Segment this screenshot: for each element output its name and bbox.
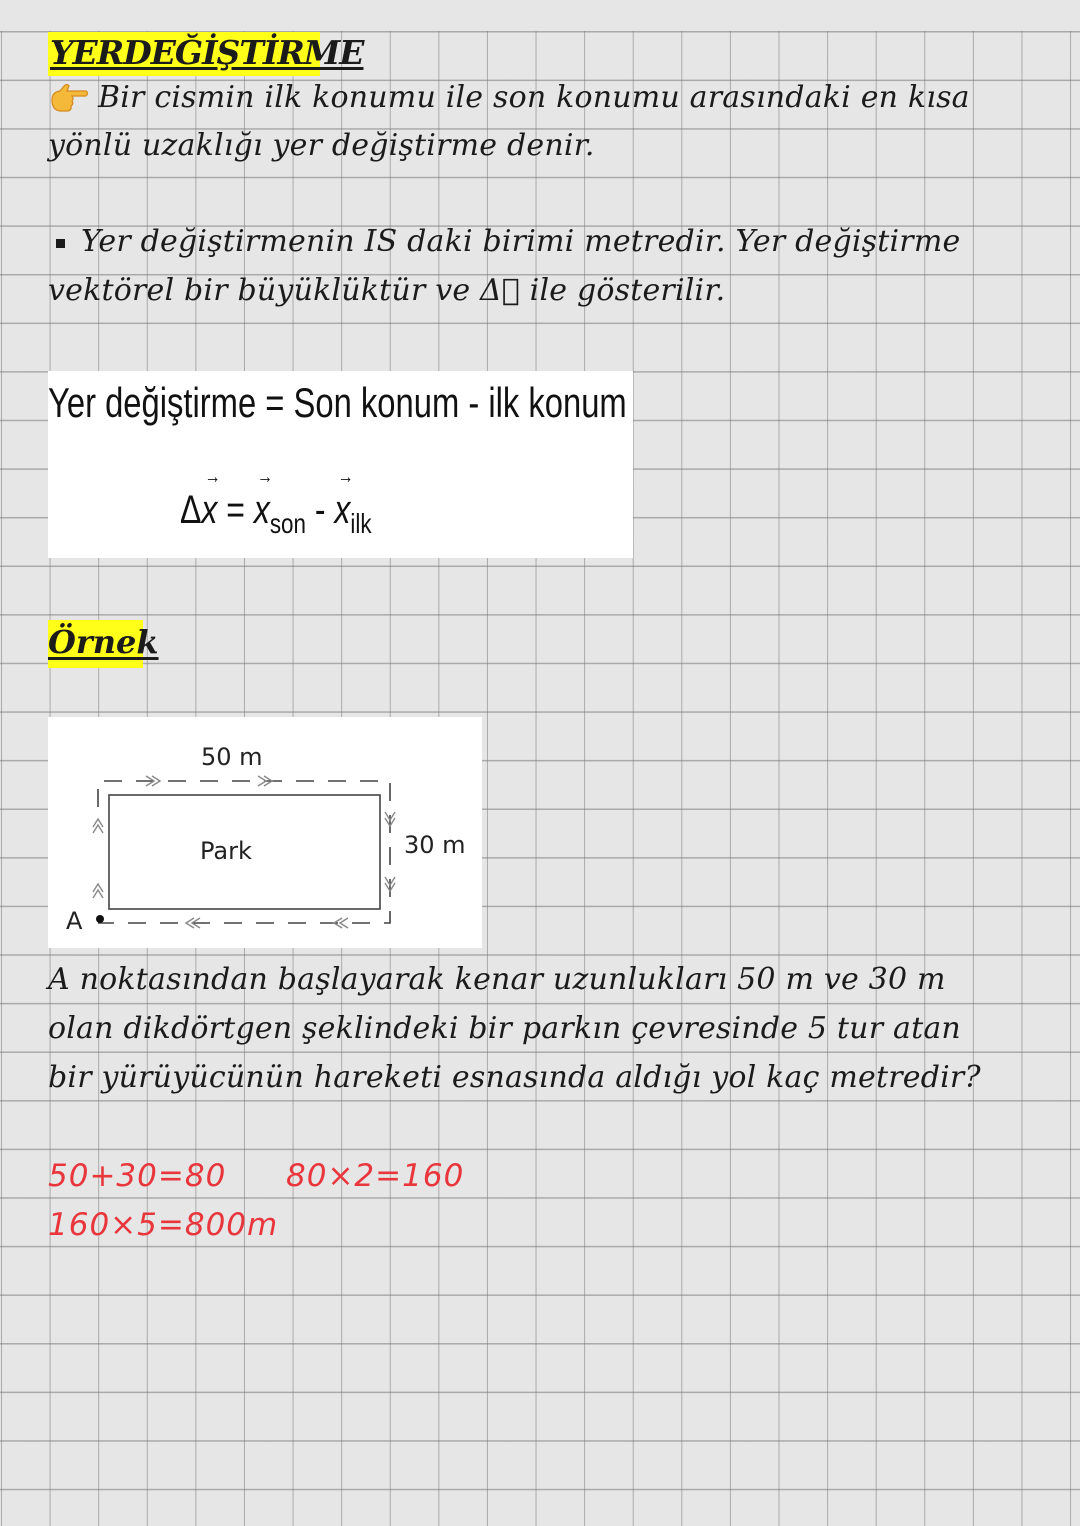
right-side-label: 30 m: [404, 831, 466, 859]
minus-sign: -: [305, 488, 335, 532]
top-side-label: 50 m: [201, 743, 263, 771]
vector-x-ilk: → x: [334, 488, 350, 533]
definition-line-2: yönlü uzaklığı yer değiştirme denir.: [48, 128, 595, 163]
question-line-1: A noktasından başlayarak kenar uzunlukları 50 m ve 30 m: [48, 962, 946, 997]
note-line-1: [48, 224, 960, 259]
equals-sign: =: [217, 488, 254, 532]
formula-vector: [180, 488, 372, 540]
definition-line-1: [48, 80, 970, 118]
question-line-2: olan dikdörtgen şeklindeki bir parkın çevresinde 5 tur atan: [48, 1011, 961, 1046]
subscript-son: son: [269, 508, 306, 539]
page-title: YERDEĞİŞTİRME: [48, 32, 320, 76]
point-a-label: A: [66, 907, 83, 935]
park-diagram: [48, 717, 482, 948]
delta-symbol: Δ: [180, 488, 202, 532]
page-top-margin: [0, 0, 1080, 31]
question-line-3: bir yürüyücünün hareketi esnasında aldığı yol kaç metredir?: [48, 1060, 981, 1095]
subscript-ilk: ilk: [350, 508, 372, 539]
bullet-square-icon: [56, 239, 65, 248]
definition-text-1: Bir cismin ilk konumu ile son konumu arasındaki en kısa: [98, 80, 970, 115]
solution-step-1: 50+30=80: [48, 1158, 227, 1194]
example-label: Örnek: [48, 620, 143, 668]
vector-x: → x: [201, 488, 217, 533]
formula-words: Yer değiştirme = Son konum - ilk konum: [48, 379, 627, 426]
note-line-2: vektörel bir büyüklüktür ve Δ⃗ ile gösterilir.: [48, 273, 726, 308]
solution-step-3: 160×5=800m: [48, 1207, 279, 1243]
pointing-hand-icon: [48, 80, 90, 118]
note-text-1: Yer değiştirmenin IS daki birimi metredir. Yer değiştirme: [81, 224, 961, 259]
park-label: Park: [200, 837, 252, 865]
vector-x-son: → x: [254, 488, 270, 533]
solution-step-2: 80×2=160: [286, 1158, 465, 1194]
